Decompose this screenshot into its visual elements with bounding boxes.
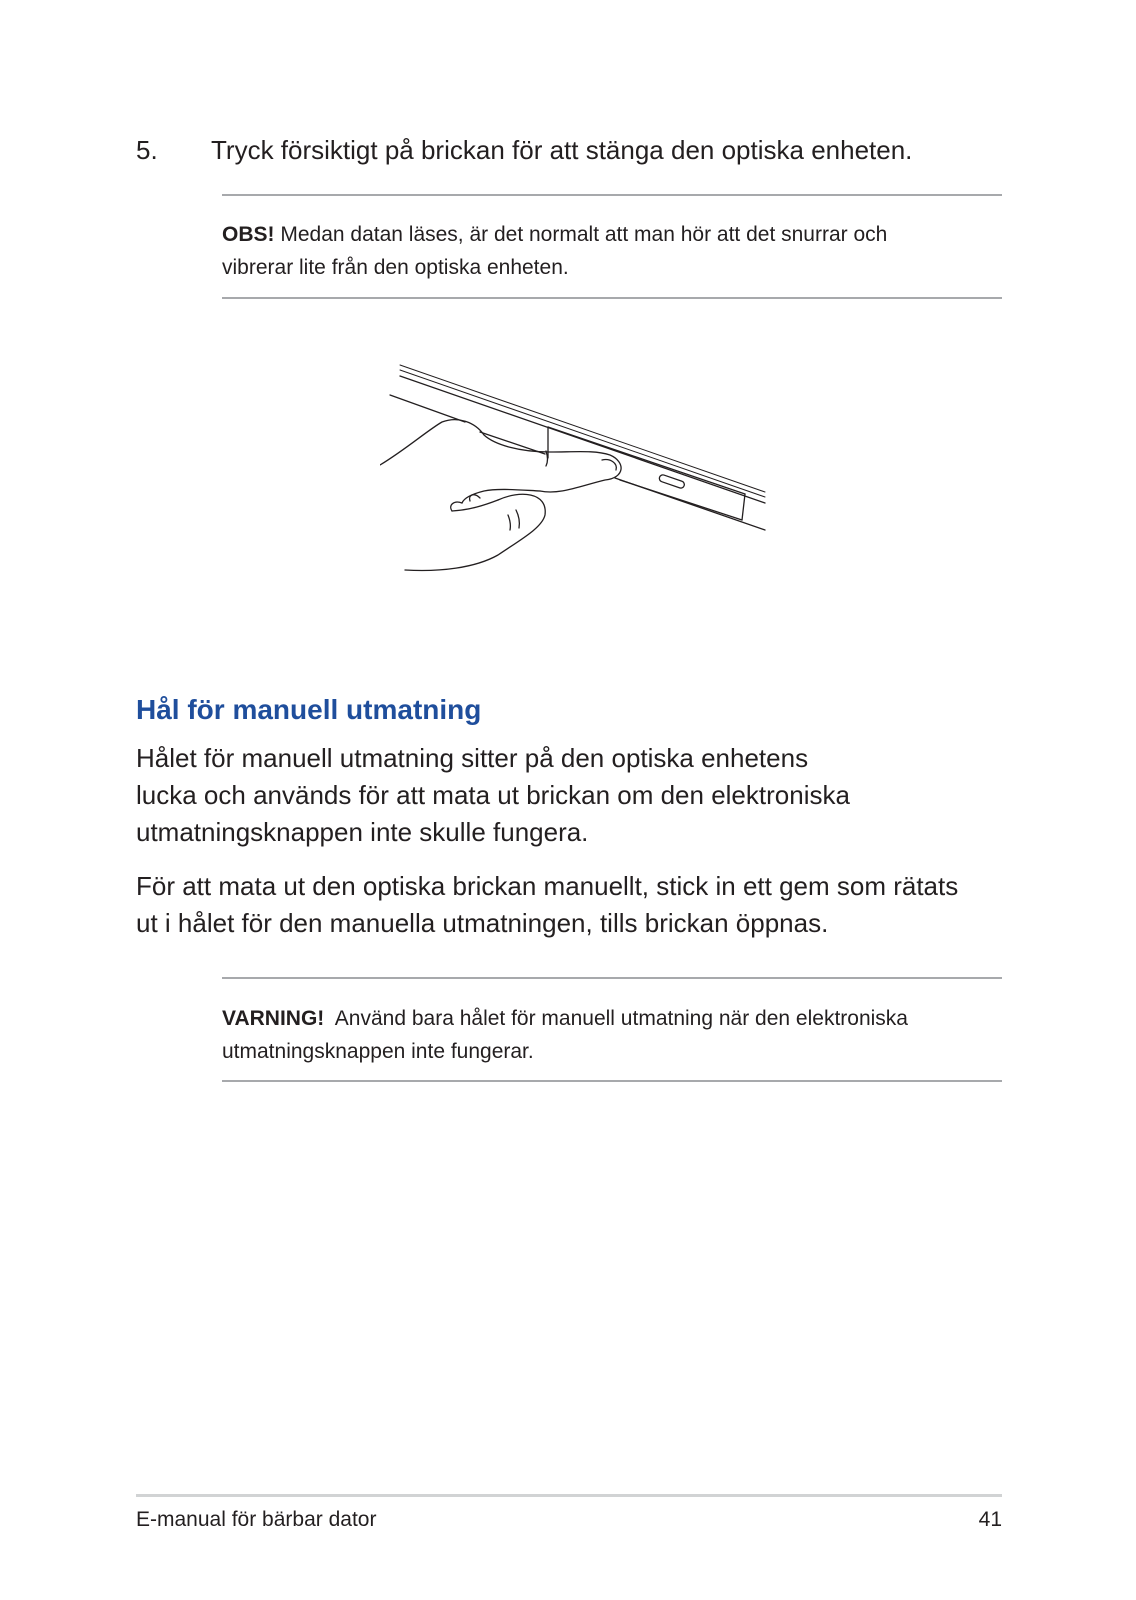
- warning-line-1: [222, 1002, 1012, 1035]
- warning-bottom-rule: [222, 1080, 1002, 1082]
- notice-label: OBS!: [222, 223, 275, 246]
- step-number: 5.: [136, 135, 158, 165]
- paragraph-1-line-2: lucka och används för att mata ut brickan om den elektroniska: [136, 780, 850, 810]
- warning-top-rule: [222, 977, 1002, 979]
- paragraph-2-line-2: ut i hålet för den manuella utmatningen, tills brickan öppnas.: [136, 908, 829, 938]
- section-paragraph-2: [136, 868, 1016, 942]
- hand-pressing-optical-tray-icon: [380, 360, 800, 600]
- notice-text-1: Medan datan läses, är det normalt att man hör att det snurrar och: [280, 223, 888, 246]
- warning-box: [222, 1002, 1012, 1068]
- notice-box: [222, 218, 1012, 284]
- section-heading: Hål för manuell utmatning: [136, 694, 482, 725]
- warning-label: VARNING!: [222, 1007, 325, 1030]
- paragraph-2-line-1: För att mata ut den optiska brickan manuellt, stick in ett gem som rätats: [136, 871, 959, 901]
- page-number: 41: [978, 1508, 1002, 1531]
- notice-bottom-rule: [222, 297, 1002, 299]
- section-paragraph-1: [136, 740, 1016, 851]
- warning-text-2: utmatningsknappen inte fungerar.: [222, 1040, 534, 1063]
- footer-title: E-manual för bärbar dator: [136, 1508, 377, 1531]
- notice-line-1: [222, 218, 1012, 251]
- footer-rule: [136, 1494, 1002, 1497]
- warning-text-1: Använd bara hålet för manuell utmatning när den elektroniska: [334, 1007, 908, 1030]
- notice-text-2: vibrerar lite från den optiska enheten.: [222, 256, 569, 279]
- notice-top-rule: [222, 194, 1002, 196]
- paragraph-1-line-1: Hålet för manuell utmatning sitter på den optiska enhetens: [136, 743, 809, 773]
- paragraph-1-line-3: utmatningsknappen inte skulle fungera.: [136, 817, 589, 847]
- step-text: Tryck försiktigt på brickan för att stänga den optiska enheten.: [211, 135, 913, 165]
